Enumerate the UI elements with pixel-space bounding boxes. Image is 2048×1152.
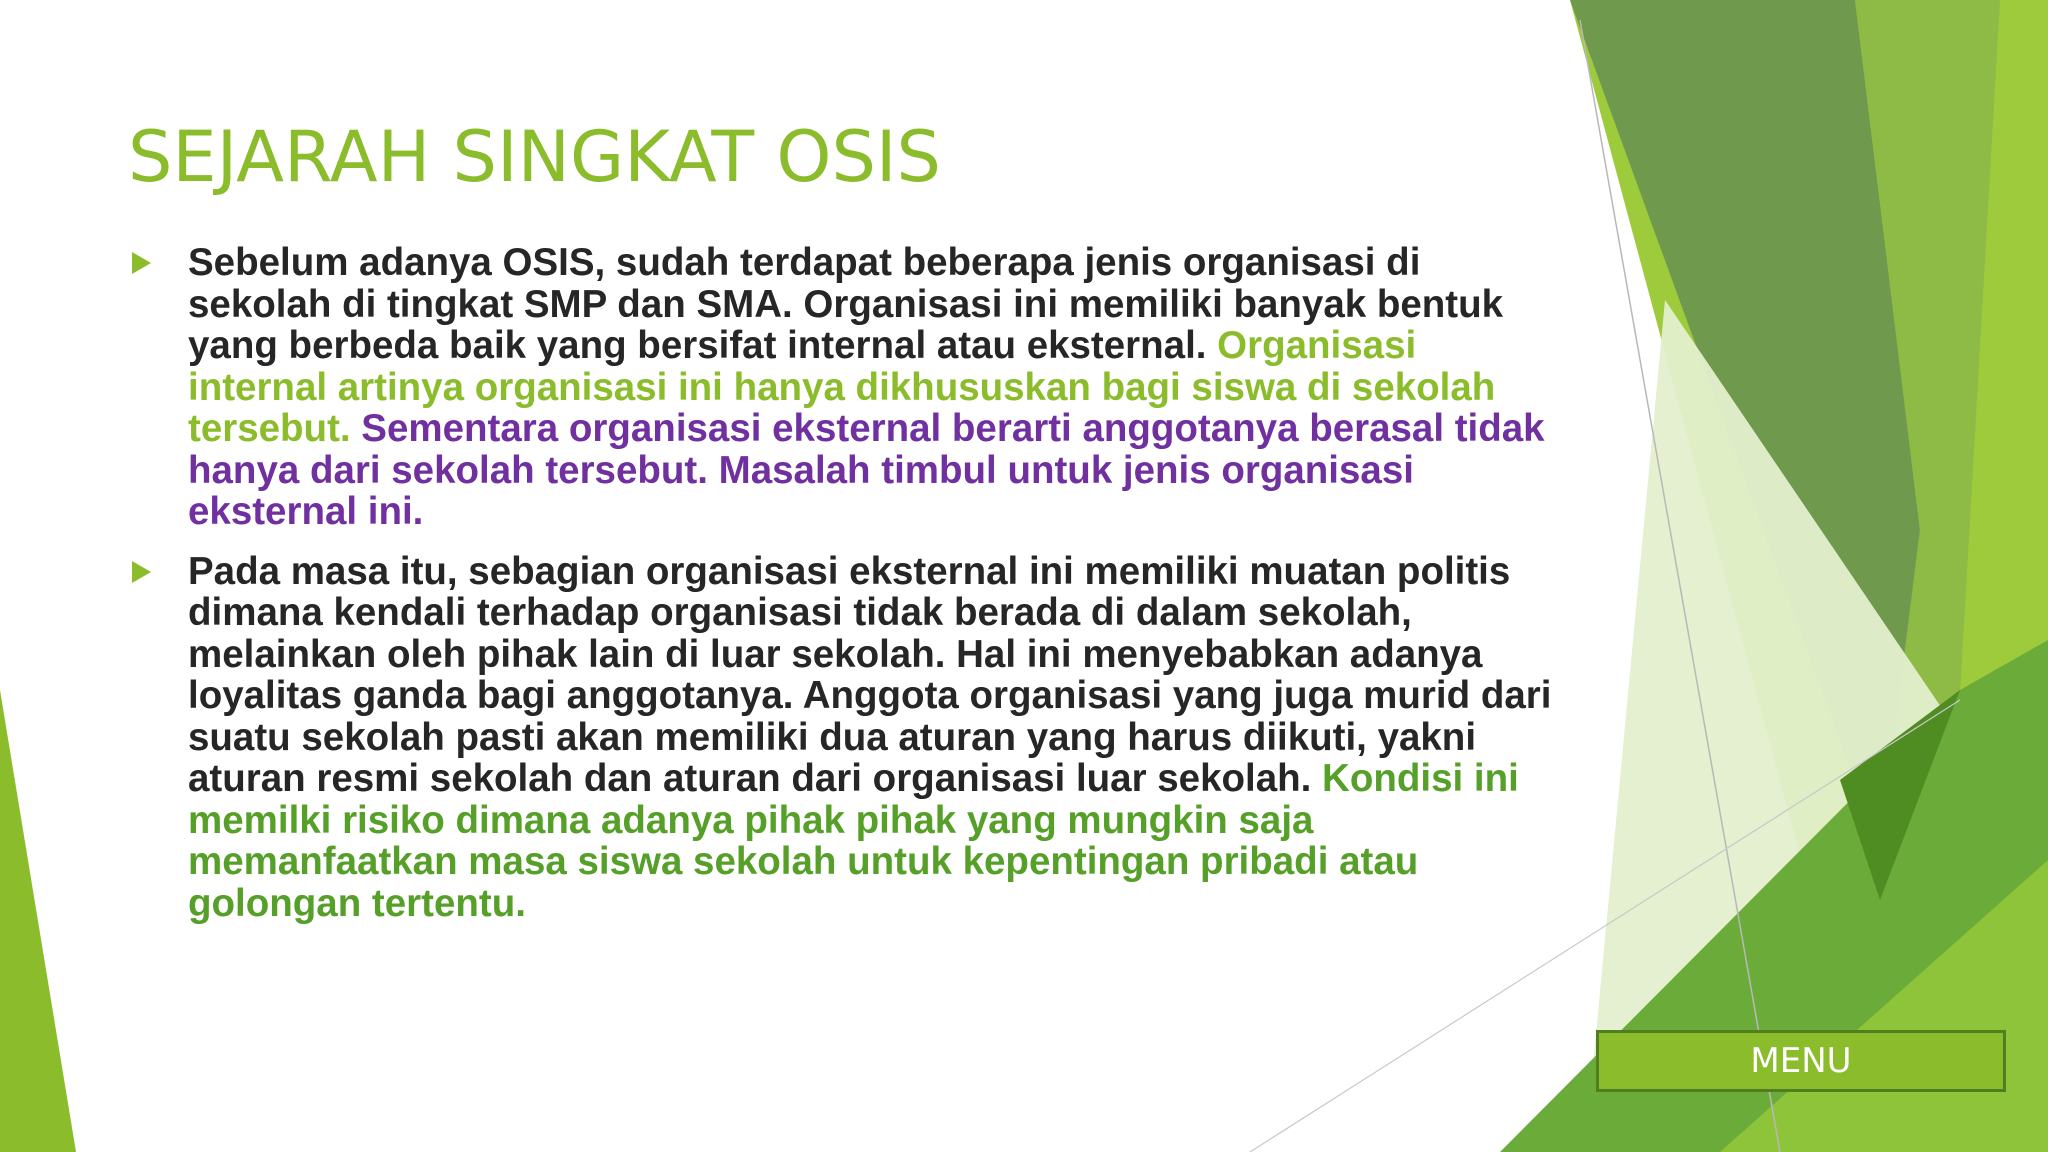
bullet-item-1 (132, 242, 1552, 533)
slide-title: SEJARAH SINGKAT OSIS (128, 116, 941, 198)
bullet-2-text-green: Kondisi ini memilki risiko dimana adanya pihak pihak yang mungkin saja memanfaatkan masa siswa sekolah untuk kepentingan pribadi atau golongan tertentu. (188, 757, 1519, 925)
bullet-1-text-dark: Sebelum adanya OSIS, sudah terdapat beberapa jenis organisasi di sekolah di tingkat SMP dan SMA. Organisasi ini memiliki banyak bentuk yang berbeda baik yang bersifat internal atau eksternal. (188, 241, 1504, 367)
left-accent-shape (0, 690, 76, 1152)
bullet-list (132, 242, 1552, 942)
bullet-1-text-purple: Sementara organisasi eksternal berarti anggotanya berasal tidak hanya dari sekolah tersebut. Masalah timbul untuk jenis organisasi eksternal ini. (188, 407, 1545, 533)
bullet-item-2 (132, 551, 1552, 925)
menu-button[interactable]: MENU (1596, 1030, 2006, 1092)
bullet-arrow-icon (132, 252, 151, 274)
bullet-2-text-dark: Pada masa itu, sebagian organisasi eksternal ini memiliki muatan politis dimana kendali terhadap organisasi tidak berada di dalam sekolah, melainkan oleh pihak lain di luar sekolah. Hal ini menyebabkan adanya loyalitas ganda bagi anggotanya. Anggota organisasi yang juga murid dari suatu sekolah pasti akan memiliki dua aturan yang harus diikuti, yakni aturan resmi sekolah dan aturan dari organisasi luar sekolah. (188, 549, 1552, 800)
bullet-arrow-icon (132, 561, 151, 583)
bullet-1-text-green: Organisasi internal artinya organisasi ini hanya dikhususkan bagi siswa di sekolah tersebut. (188, 324, 1496, 450)
